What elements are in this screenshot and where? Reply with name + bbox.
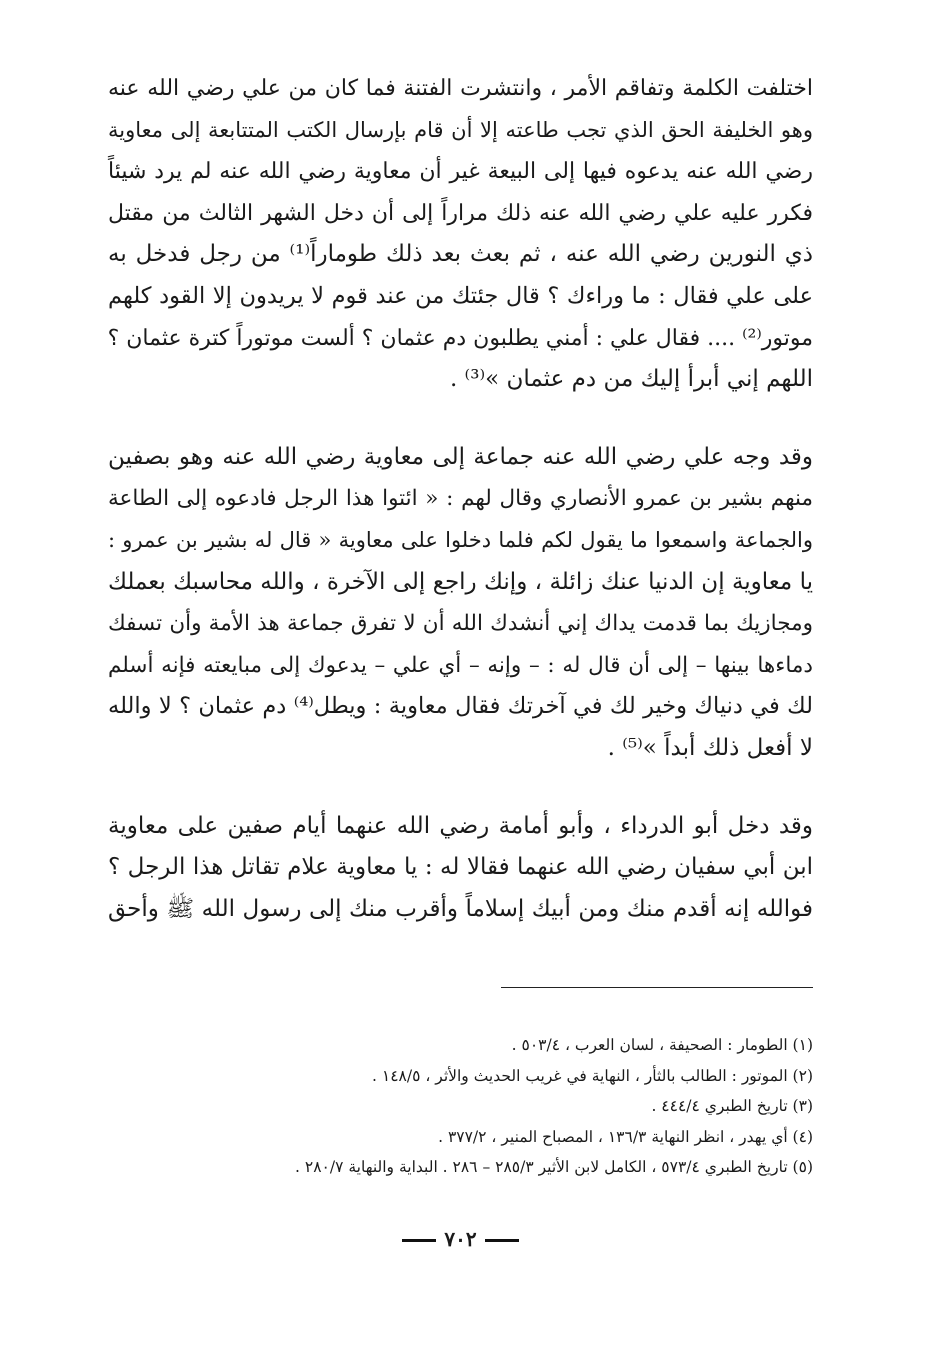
paragraph-1 xyxy=(108,68,813,401)
text-line: فكرر عليه علي رضي الله عنه ذلك مراراً إلى أن دخل الشهر الثالث من مقتل xyxy=(108,200,813,226)
footnote-5: (٥) تاريخ الطبري ٥٧٣/٤ ، الكامل لابن الأثير ٢٨٥/٣ – ٢٨٦ . البداية والنهاية ٢٨٠/٧ . xyxy=(295,1158,813,1176)
footnote-2: (٢) الموتور : الطالب بالثأر ، النهاية في غريب الحديث والأثر ، ١٤٨/٥ . xyxy=(372,1066,813,1085)
text-line: منهم بشير بن عمرو الأنصاري وقال لهم : « ائتوا هذا الرجل فادعوه إلى الطاعة xyxy=(108,486,813,512)
paragraph-2 xyxy=(108,437,813,770)
page-number-text: ٧٠٢ xyxy=(444,1227,477,1251)
footnote-1: (١) الطومار : الصحيفة ، لسان العرب ، ٥٠٣/٤ . xyxy=(511,1036,813,1054)
text-line: وقد وجه علي رضي الله عنه جماعة إلى معاوية رضي الله عنه وهو بصفين xyxy=(108,443,813,470)
page-number xyxy=(108,1227,813,1251)
text-line: لا أفعل ذلك أبداً »⁽⁵⁾ . xyxy=(607,734,813,761)
footnote-divider xyxy=(501,987,813,988)
text-line: وهو الخليفة الحق الذي تجب طاعته إلا أن قام بإرسال الكتب المتتابعة إلى معاوية xyxy=(108,117,813,142)
text-line: دماءها بينها – إلى أن قال له : – وإنه – أي علي – يدعوك إلى مبايعته فإنه أسلم xyxy=(108,652,813,678)
text-line: رضي الله عنه يدعوه فيها إلى البيعة غير أن معاوية رضي الله عنه لم يرد شيئاً xyxy=(108,159,813,185)
footnotes xyxy=(108,1030,813,1183)
text-line: اختلفت الكلمة وتفاقم الأمر ، وانتشرت الفتنة فما كان من علي رضي الله عنه xyxy=(108,76,813,101)
page-number-dash xyxy=(402,1239,436,1242)
text-line: لك في دنياك وخير لك في آخرتك فقال معاوية : ويطل⁽⁴⁾ دم عثمان ؟ لا والله xyxy=(108,693,813,720)
text-line: على علي فقال : ما وراءك ؟ قال جئتك من عند قوم لا يريدون إلا القود كلهم xyxy=(108,282,813,309)
text-line: فوالله إنه أقدم منك ومن أبيك إسلاماً وأقرب منك إلى رسول الله ﷺ وأحق xyxy=(108,895,813,922)
text-line: وقد دخل أبو الدرداء ، وأبو أمامة رضي الله عنهما أيام صفين على معاوية xyxy=(108,812,813,839)
text-line: ذي النورين رضي الله عنه ، ثم بعث بعد ذلك طوماراً⁽¹⁾ من رجل فدخل به xyxy=(108,241,813,268)
paragraph-3 xyxy=(108,806,813,931)
page-number-dash xyxy=(485,1239,519,1242)
text-line: موتور⁽²⁾ .... فقال علي : أمني يطلبون دم عثمان ؟ ألست موتوراً كترة عثمان ؟ xyxy=(107,325,813,351)
footnote-4: (٤) أي يهدر ، انظر النهاية ١٣٦/٣ ، المصباح المنير ، ٣٧٧/٢ . xyxy=(438,1127,813,1146)
text-line: يا معاوية إن الدنيا عنك زائلة ، وإنك راجع إلى الآخرة ، والله محاسبك بعملك xyxy=(108,568,813,595)
text-line: ابن أبي سفيان رضي الله عنهما فقالا له : يا معاوية علام تقاتل هذا الرجل ؟ xyxy=(108,854,813,881)
text-line: ومجازيك بما قدمت يداك إني أنشدك الله أن لا تفرق جماعة هذ الأمة وأن تسفك xyxy=(108,611,813,637)
page-body xyxy=(107,68,813,1251)
footnote-3: (٣) تاريخ الطبري ٤٤٤/٤ . xyxy=(651,1097,813,1115)
text-line: والجماعة واسمعوا ما يقول لكم فلما دخلوا على معاوية « قال له بشير بن عمرو : xyxy=(108,527,813,552)
text-line: اللهم إني أبرأ إليك من دم عثمان »⁽³⁾ . xyxy=(449,366,813,393)
